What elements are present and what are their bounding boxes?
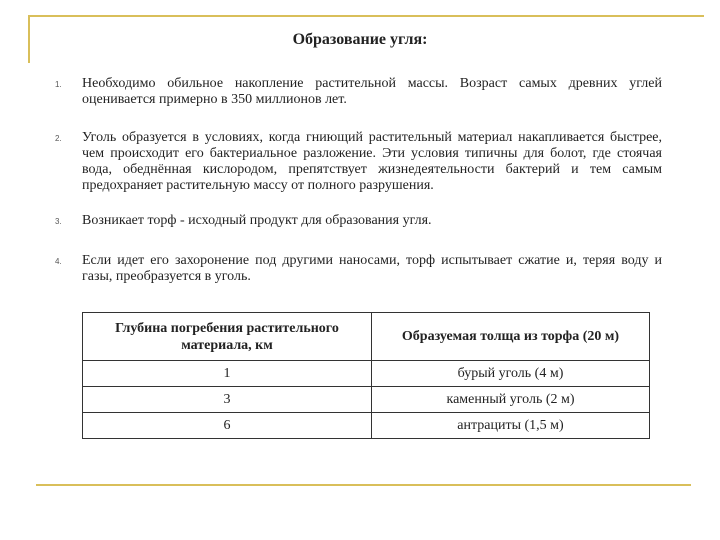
list-item-number: 4. xyxy=(55,257,62,266)
cell-coal-type: каменный уголь (2 м) xyxy=(372,387,650,413)
cell-coal-type: бурый уголь (4 м) xyxy=(372,361,650,387)
frame-top-line xyxy=(28,15,704,17)
header-depth: Глубина погребения растительного материала, км xyxy=(83,313,372,361)
cell-coal-type: антрациты (1,5 м) xyxy=(372,413,650,439)
list-item-text: Уголь образуется в условиях, когда гниющий растительный материал накапливается быстрее, чем происходит его бактериальное разложение. Эти условия типичны для болот, где стоячая вода, обеднённая кислородом, препятствует жизнедеятельности бактерий и тем самым предохраняет растительную массу от полного разрушения. xyxy=(82,130,662,193)
slide-title: Образование угля: xyxy=(292,31,428,48)
list-item-text: Возникает торф - исходный продукт для образования угля. xyxy=(82,213,432,228)
table-row xyxy=(83,361,650,387)
list-item-text: Необходимо обильное накопление растительной массы. Возраст самых древних углей оценивается примерно в 350 миллионов лет. xyxy=(82,76,662,107)
table-row xyxy=(83,413,650,439)
coal-depth-table xyxy=(82,312,650,439)
table-row xyxy=(83,387,650,413)
frame-bottom-line xyxy=(36,484,691,486)
cell-depth: 6 xyxy=(83,413,372,439)
header-thickness: Образуемая толща из торфа (20 м) xyxy=(372,313,650,361)
table-header-row xyxy=(83,313,650,361)
list-item-number: 3. xyxy=(55,217,62,226)
list-item-number: 1. xyxy=(55,80,62,89)
list-item-text: Если идет его захоронение под другими наносами, торф испытывает сжатие и, теряя воду и газы, преобразуется в уголь. xyxy=(82,253,662,284)
list-item-number: 2. xyxy=(55,134,62,143)
cell-depth: 1 xyxy=(83,361,372,387)
cell-depth: 3 xyxy=(83,387,372,413)
